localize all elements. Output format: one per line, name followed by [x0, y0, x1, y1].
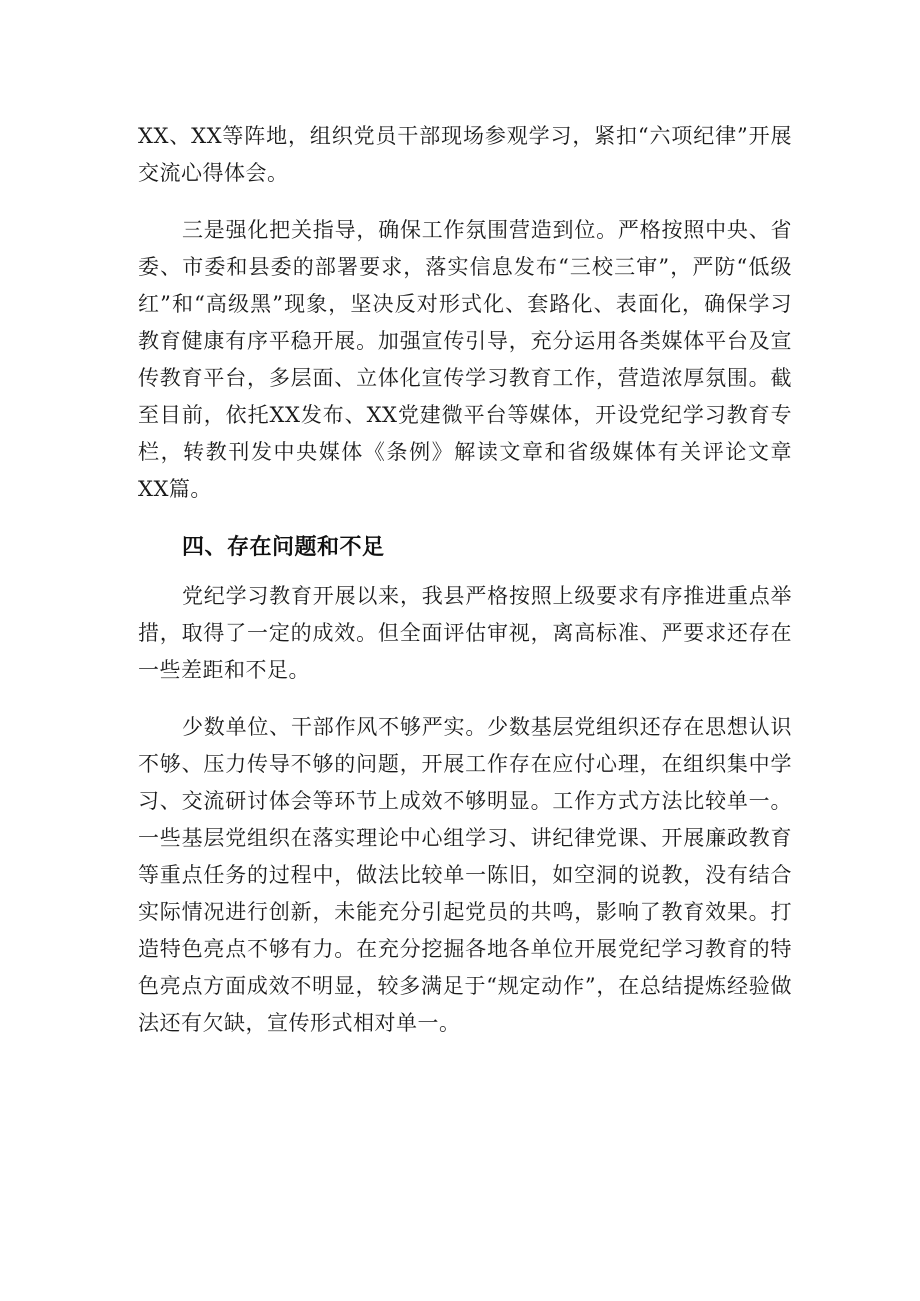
paragraph-overview: 党纪学习教育开展以来，我县严格按照上级要求有序推进重点举措，取得了一定的成效。但全面评估审视，离高标准、严要求还存在一些差距和不足。 [138, 584, 792, 682]
paragraph-spacer [138, 192, 792, 212]
paragraph-spacer [138, 508, 792, 528]
paragraph-spacer [138, 689, 792, 709]
paragraph-problems: 少数单位、干部作风不够严实。少数基层党组织还存在思想认识不够、压力传导不够的问题，开展工作存在应付心理，在组织集中学习、交流研讨体会等环节上成效不够明显。工作方式方法比较单一。一些基层党组织在落实理论中心组学习、讲纪律党课、开展廉政教育等重点任务的过程中，做法比较单一陈旧，如空洞的说教，没有结合实际情况进行创新，未能充分引起党员的共鸣，影响了教育效果。打造特色亮点不够有力。在充分挖掘各地各单位开展党纪学习教育的特色亮点方面成效不明显，较多满足于“规定动作”，在总结提炼经验做法还有欠缺，宣传形式相对单一。 [138, 715, 792, 1035]
paragraph-strengthen-guidance: 三是强化把关指导，确保工作氛围营造到位。严格按照中央、省委、市委和县委的部署要求，落实信息发布“三校三审”，严防“低级红”和“高级黑”现象，坚决反对形式化、套路化、表面化，确保学习教育健康有序平稳开展。加强宣传引导，充分运用各类媒体平台及宣传教育平台，多层面、立体化宣传学习教育工作，营造浓厚氛围。截至目前，依托XX发布、XX党建微平台等媒体，开设党纪学习教育专栏，转教刊发中央媒体《条例》解读文章和省级媒体有关评论文章XX篇。 [138, 218, 792, 501]
document-body [138, 118, 792, 1042]
section-heading: 四、存在问题和不足 [182, 535, 385, 560]
paragraph-continuation: XX、XX等阵地，组织党员干部现场参观学习，紧扣“六项纪律”开展交流心得体会。 [138, 124, 792, 185]
paragraph-spacer [138, 568, 792, 578]
